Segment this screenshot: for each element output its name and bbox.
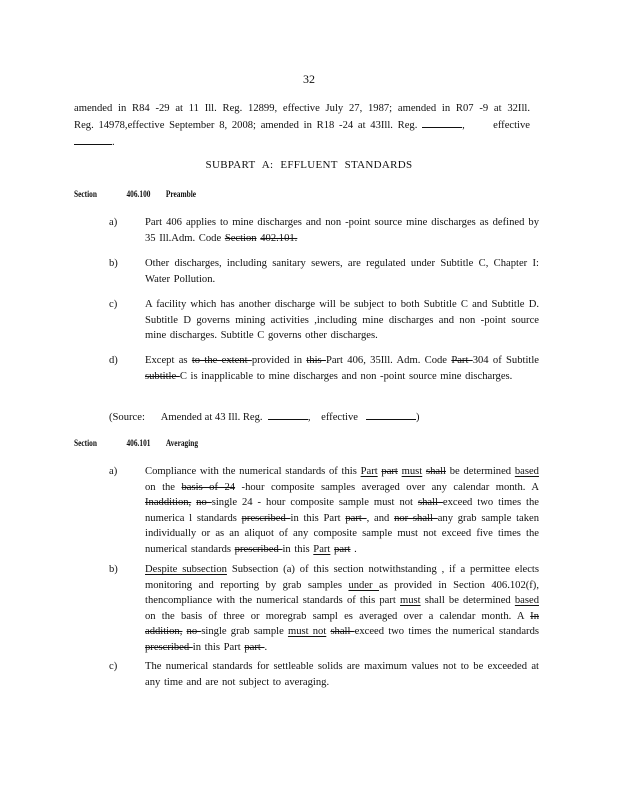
history-line-2: Reg. 14978,effective September 8, 2008; amended in R18 -24 at 43Ill. Reg. , effective: [74, 117, 530, 134]
inserted-text: Despite subsection: [145, 564, 227, 575]
section-title: Averaging: [165, 438, 199, 448]
deleted-text: part: [381, 466, 398, 477]
item-text: [145, 297, 539, 344]
text-run: in this Part: [192, 641, 245, 653]
history-effective-label: effective: [493, 120, 530, 131]
blank-register-page: [422, 117, 462, 128]
item-text: [145, 464, 539, 557]
deleted-text: 402.101.: [260, 232, 298, 244]
inserted-text: must not: [287, 626, 327, 637]
text-run: as provided in Section 406.102(f), thencompliance with the numerical standards of this part: [145, 579, 539, 606]
deleted-text: to the extent: [191, 355, 252, 366]
text-run: shall be determined: [420, 595, 515, 606]
deleted-text: prescribed: [234, 543, 283, 555]
text-run: in this Part: [290, 512, 346, 524]
item-marker: b): [109, 258, 118, 269]
deleted-text: subtitle: [145, 370, 180, 382]
deleted-text: In addition,: [145, 610, 539, 637]
text-run: .: [350, 543, 357, 555]
inserted-text: must: [400, 595, 421, 606]
item-marker: a): [109, 466, 118, 477]
text-run: single 24 - hour composite sample must not: [211, 497, 418, 508]
text-run: A facility which has another discharge will be subject to both Subtitle C and Subtitle D. Subtitle D governs mining activities ,including mine discharges and non -point source mine discharges. Subtitle C governs other discharges.: [145, 299, 539, 341]
deleted-text: no: [196, 497, 212, 508]
list-item: [109, 659, 539, 690]
source-note: (Source: Amended at 43 Ill. Reg. , effective ): [109, 409, 539, 426]
text-run: in this: [282, 543, 314, 555]
list-item: [109, 297, 539, 344]
section-title: Preamble: [165, 189, 197, 199]
deleted-text: nor shall: [394, 512, 438, 524]
text-run: -hour composite samples averaged over any calendar month. A: [235, 481, 539, 493]
item-text: [145, 256, 539, 287]
deleted-text: prescribed: [145, 641, 193, 653]
deleted-text: part: [334, 543, 351, 555]
item-text: [145, 353, 539, 384]
history-period: .: [112, 137, 115, 148]
history-line-3: [74, 134, 530, 151]
text-run: exceed two times the numerical standards: [354, 626, 539, 637]
text-run: C is inapplicable to mine discharges and non -point source mine discharges.: [179, 370, 513, 382]
list-item: [109, 215, 539, 246]
text-run: Part 406 applies to mine discharges and non -point source mine discharges as defined by 35 Ill.Adm. Code: [145, 217, 539, 244]
amendment-history: [74, 101, 530, 151]
text-run: single grab sample: [201, 626, 288, 637]
item-marker: d): [109, 355, 118, 366]
deleted-text: this: [306, 355, 326, 366]
text-run: any grab sample taken individually or as an aliquot of any composite sample must not exceed five times the numerical standards: [145, 512, 540, 555]
deleted-text: prescribed: [241, 512, 291, 524]
inserted-text: Part: [360, 466, 378, 477]
list-item: [109, 464, 539, 557]
inserted-text: based: [514, 466, 539, 477]
deleted-text: part: [345, 512, 367, 524]
inserted-text: Part: [313, 543, 331, 555]
inserted-text: under: [348, 579, 380, 591]
section-heading-406-100: [74, 189, 196, 199]
blank-effective-date: [74, 134, 112, 145]
source-text: Amended at 43 Ill. Reg.: [160, 412, 263, 423]
text-run: 304 of Subtitle: [472, 355, 539, 366]
text-run: Compliance with the numerical standards of this: [145, 466, 361, 477]
item-marker: a): [109, 217, 118, 228]
text-run: The numerical standards for settleable solids are maximum values not to be exceeded at any time and are not subject to averaging.: [145, 661, 539, 688]
text-run: Except as: [145, 355, 192, 366]
text-run: , and: [366, 512, 395, 524]
section-label: Section: [74, 438, 97, 448]
deleted-text: part: [244, 641, 265, 653]
source-close: ): [415, 412, 420, 423]
page-number: 32: [303, 72, 315, 86]
deleted-text: shall: [425, 466, 446, 477]
blank-register-page: [268, 409, 308, 420]
source-prefix: (Source:: [109, 412, 145, 423]
text-run: Subsection (a) of this section notwithstanding , if a permittee elects monitoring and reporting by grab samples: [145, 564, 540, 591]
item-text: [145, 659, 539, 690]
text-run: Other discharges, including sanitary sewers, are regulated under Subtitle C, Chapter I: Water Pollution.: [145, 258, 539, 285]
list-item: [109, 562, 539, 655]
item-text: [145, 215, 539, 246]
list-item: [109, 256, 539, 287]
inserted-text: must: [401, 466, 423, 477]
item-marker: c): [109, 299, 118, 310]
inserted-text: based: [514, 595, 539, 606]
deleted-text: Section: [224, 232, 257, 244]
deleted-text: shall: [417, 497, 443, 508]
item-marker: b): [109, 564, 118, 575]
text-run: be determined: [445, 466, 515, 477]
text-run: on the basis of three or moregrab sampl es averaged over a calendar month. A: [145, 610, 531, 622]
deleted-text: basis of 24: [181, 481, 236, 493]
text-run: exceed two times the numerica l standards: [145, 497, 539, 524]
section-number: 406.100: [126, 189, 151, 199]
blank-effective-date: [366, 409, 416, 420]
deleted-text: shall: [330, 626, 355, 637]
text-run: on the: [145, 481, 182, 493]
list-item: [109, 353, 539, 384]
source-effective: effective: [321, 412, 358, 423]
deleted-text: no: [186, 626, 202, 637]
deleted-text: Inaddition,: [145, 497, 192, 508]
section-label: Section: [74, 189, 97, 199]
text-run: Part 406, 35Ill. Adm. Code: [325, 355, 452, 366]
subpart-heading: SUBPART A: EFFLUENT STANDARDS: [205, 159, 413, 171]
section-heading-406-101: [74, 438, 198, 448]
text-run: provided in: [251, 355, 307, 366]
text-run: .: [264, 641, 268, 653]
item-marker: c): [109, 661, 118, 672]
history-line-1: amended in R84 -29 at 11 Ill. Reg. 12899, effective July 27, 1987; amended in R07 -9 at 32Ill.: [74, 103, 530, 114]
history-line-2-text: Reg. 14978,effective September 8, 2008; amended in R18 -24 at 43Ill. Reg.: [74, 120, 418, 131]
item-text: [145, 562, 539, 655]
deleted-text: Part: [451, 355, 473, 366]
section-number: 406.101: [126, 438, 151, 448]
